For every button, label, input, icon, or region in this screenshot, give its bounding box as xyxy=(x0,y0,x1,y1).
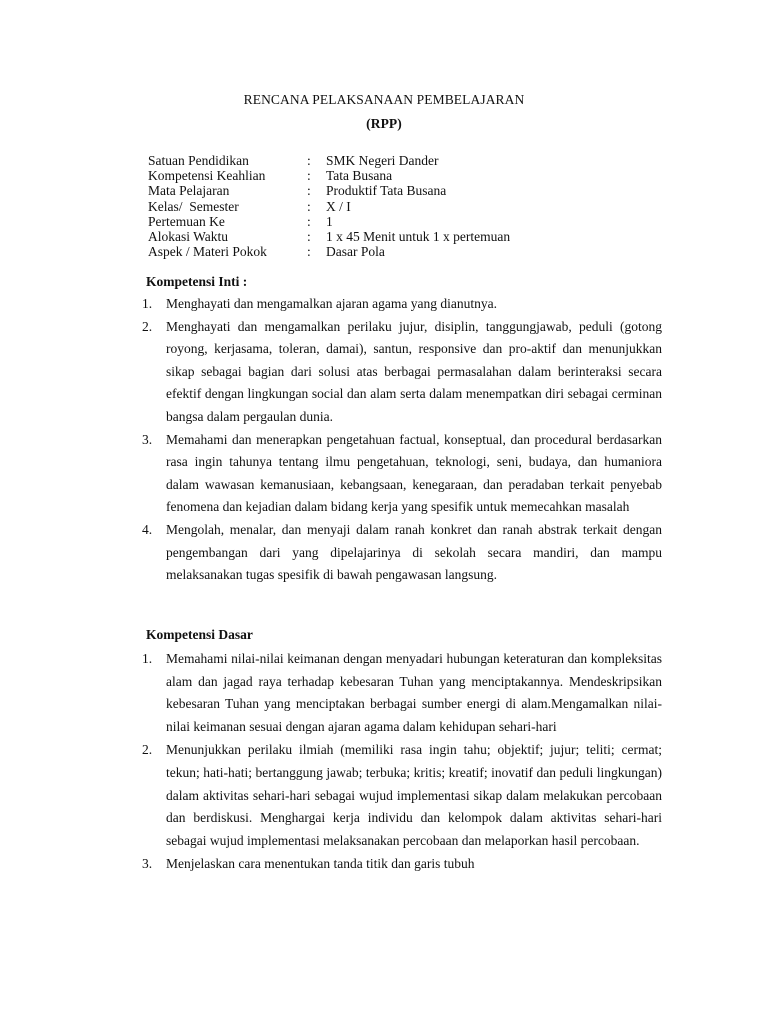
item-number: 1. xyxy=(142,296,153,311)
item-text: Menjelaskan cara menentukan tanda titik dan garis tubuh xyxy=(166,856,475,872)
info-label: Kompetensi Keahlian xyxy=(148,168,266,184)
info-label: Mata Pelajaran xyxy=(148,183,230,199)
item-number: 2. xyxy=(142,742,153,758)
info-value: X / I xyxy=(326,198,351,214)
item-text: Memahami nilai-nilai keimanan dengan menyadari hubungan keteraturan dan kompleksitas alam dan jagad raya terhadap kebesaran Tuhan yang menciptakannya. Mendeskripsikan kebesaran Tuhan yang menciptakan berbagai sumber energi di alam.Mengamalkan nilai-nilai keimanan sesuai dengan ajaran agama dalam kehidupan sehari-hari xyxy=(166,651,662,734)
kompetensi-dasar-list xyxy=(142,648,662,876)
item-text: Menghayati dan mengamalkan perilaku jujur, disiplin, tanggungjawab, peduli (gotong royong, kerjasama, toleran, damai), santun, responsive dan pro-aktif dan menunjukkan sikap sebagai bagian dari solusi atas berbagai permasalahan dalam berinteraksi secara efektif dengan lingkungan social dan alam serta dalam menempatkan diri sebagai cerminan bangsa dalam pergaulan dunia. xyxy=(166,318,662,424)
item-number: 4. xyxy=(142,521,153,537)
list-item xyxy=(142,648,662,738)
info-label: Aspek / Materi Pokok xyxy=(148,244,267,260)
info-label: Kelas/ Semester xyxy=(148,198,239,214)
document-subtitle: (RPP) xyxy=(366,116,402,131)
item-number: 3. xyxy=(142,856,153,872)
item-text: Mengolah, menalar, dan menyaji dalam ranah konkret dan ranah abstrak terkait dengan pengembangan dari yang dipelajarinya di sekolah secara mandiri, dan mampu melaksanakan tugas spesifik di bawah pengawasan langsung. xyxy=(166,521,662,583)
info-value: Dasar Pola xyxy=(326,244,385,260)
info-colon: : xyxy=(307,244,311,260)
item-number: 1. xyxy=(142,651,153,666)
document-title: RENCANA PELAKSANAAN PEMBELAJARAN xyxy=(243,92,525,107)
item-number: 3. xyxy=(142,431,153,447)
info-value: SMK Negeri Dander xyxy=(326,153,439,168)
item-text: Menghayati dan mengamalkan ajaran agama yang dianutnya. xyxy=(166,296,497,311)
kompetensi-inti-heading: Kompetensi Inti : xyxy=(146,274,248,289)
info-label: Pertemuan Ke xyxy=(148,213,225,229)
kompetensi-dasar-heading: Kompetensi Dasar xyxy=(146,627,253,642)
list-item xyxy=(142,316,662,429)
item-number: 2. xyxy=(142,318,153,334)
info-colon: : xyxy=(307,168,311,184)
info-colon: : xyxy=(307,213,311,229)
info-colon: : xyxy=(307,198,311,214)
info-label: Satuan Pendidikan xyxy=(148,153,249,168)
info-label: Alokasi Waktu xyxy=(148,228,229,244)
list-item xyxy=(142,293,662,316)
item-text: Memahami dan menerapkan pengetahuan factual, konseptual, dan procedural berdasarkan rasa ingin tahunya tentang ilmu pengetahuan, teknologi, seni, budaya, dan humaniora dalam wawasan kemanusiaan, kebangsaan, kenegaraan, dan peradaban terkait penyebab fenomena dan kejadian dalam bidang kerja yang spesifik untuk memecahkan masalah xyxy=(166,431,662,515)
info-value: 1 xyxy=(326,213,333,229)
item-text: Menunjukkan perilaku ilmiah (memiliki rasa ingin tahu; objektif; jujur; teliti; cermat; tekun; hati-hati; bertanggung jawab; terbuka; kritis; kreatif; inovatif dan peduli lingkungan) dalam aktivitas sehari-hari sebagai wujud implementasi sikap dalam melakukan percobaan dan berdiskusi. Menghargai kerja individu dan kelompok dalam aktivitas sehari-hari sebagai wujud implementasi melaksanakan percobaan dan melaporkan hasil percobaan. xyxy=(166,742,662,848)
info-value: Tata Busana xyxy=(326,168,393,184)
list-item xyxy=(142,739,662,852)
info-colon: : xyxy=(307,153,311,168)
list-item xyxy=(142,429,662,519)
info-colon: : xyxy=(307,228,311,244)
info-colon: : xyxy=(307,183,311,199)
info-value: Produktif Tata Busana xyxy=(326,183,447,199)
list-item xyxy=(142,853,662,876)
kompetensi-inti-list xyxy=(142,293,662,587)
list-item xyxy=(142,519,662,587)
info-value: 1 x 45 Menit untuk 1 x pertemuan xyxy=(326,228,511,244)
